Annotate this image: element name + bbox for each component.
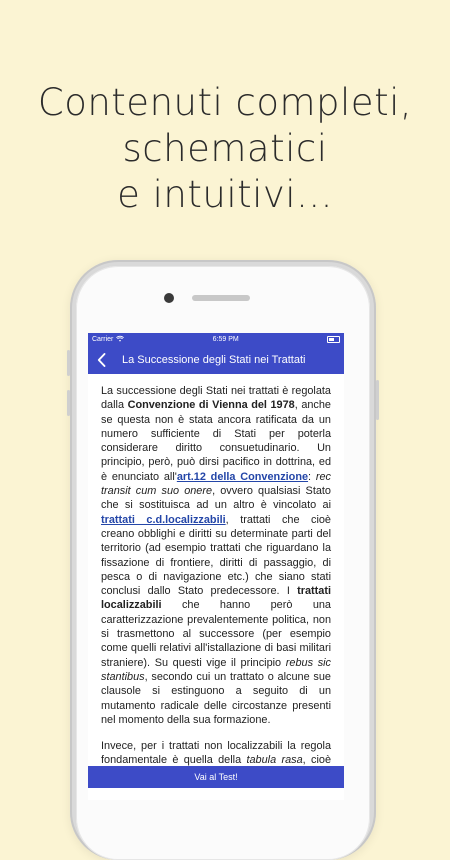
text-segment: : <box>308 470 316 483</box>
italic-text: rec transit cum suo onere <box>101 470 331 498</box>
phone-side-button <box>67 350 70 376</box>
go-to-test-button[interactable] <box>88 766 344 788</box>
link-art-12-convenzione[interactable]: art.12 della Convenzione <box>176 470 309 483</box>
article-content <box>88 374 344 766</box>
text-segment: , secondo cui un trattato o alcune sue clausole si estinguono a seguito di un mutamento radicale delle circostanze presenti nel momento della sua formazione. <box>101 670 331 726</box>
earpiece-speaker <box>192 295 250 301</box>
italic-text: tabula rasa <box>246 754 303 767</box>
text-segment: , ovvero qualsiasi Stato che si sostituisca ad un altro è vincolato ai <box>101 485 331 512</box>
italic-text: rebus sic stantibus <box>101 656 331 683</box>
text-segment: Invece, per i trattati non localizzabili la regola fondamentale è quella della <box>101 740 331 767</box>
phone-side-button <box>376 380 379 420</box>
page-title: La Successione degli Stati nei Trattati <box>122 353 306 366</box>
phone-side-button <box>67 390 70 416</box>
bold-text: trattati localizzabili <box>101 585 331 612</box>
article-paragraph <box>101 384 331 727</box>
headline-line-2: schematici <box>122 127 328 170</box>
clock: 6:59 PM <box>212 335 239 343</box>
headline-line-1: Contenuti completi, <box>37 81 413 124</box>
headline-line-3: e intuitivi... <box>117 173 333 216</box>
status-bar <box>88 333 344 345</box>
text-segment: , anche se questa non è stata ancora ratificata da un numero sufficiente di Stati per poterla considerare diritto consuetudinario. Un principio, però, può dirsi pacifico in dottrina, ed è enunciato all' <box>101 399 331 483</box>
go-to-test-label: Vai al Test! <box>194 772 238 782</box>
navigation-bar <box>88 345 344 374</box>
app-screen <box>88 333 344 800</box>
front-camera <box>164 293 174 303</box>
text-segment: , cioè <box>302 754 332 767</box>
back-button[interactable] <box>92 345 110 374</box>
text-segment: , trattati che cioè creano obblighi e diritti su determinate parti del territorio (ad esempio trattati che riguardano la fissazione di frontiere, diritti di passaggio, di pesca o di navigazione etc.) che siano stati conclusi dallo Stato predecessore. I <box>101 513 331 598</box>
link-trattati-localizzabili[interactable]: trattati c.d.localizzabili <box>101 513 226 526</box>
text-segment: che hanno però una caratterizzazione prevalentemente politica, non si trasmettono al successore (per esempio come quelli relativi all'istallazione di basi militari straniere). Su questi vige il principio <box>101 599 331 669</box>
text-segment: La successione degli Stati nei trattati è regolata dalla <box>101 385 331 412</box>
chevron-left-icon <box>97 353 106 367</box>
headline <box>0 80 450 218</box>
wifi-icon <box>116 336 124 342</box>
bold-text: Convenzione di Vienna del 1978 <box>127 399 295 412</box>
battery-icon <box>327 336 340 343</box>
carrier-label: Carrier <box>92 335 114 343</box>
